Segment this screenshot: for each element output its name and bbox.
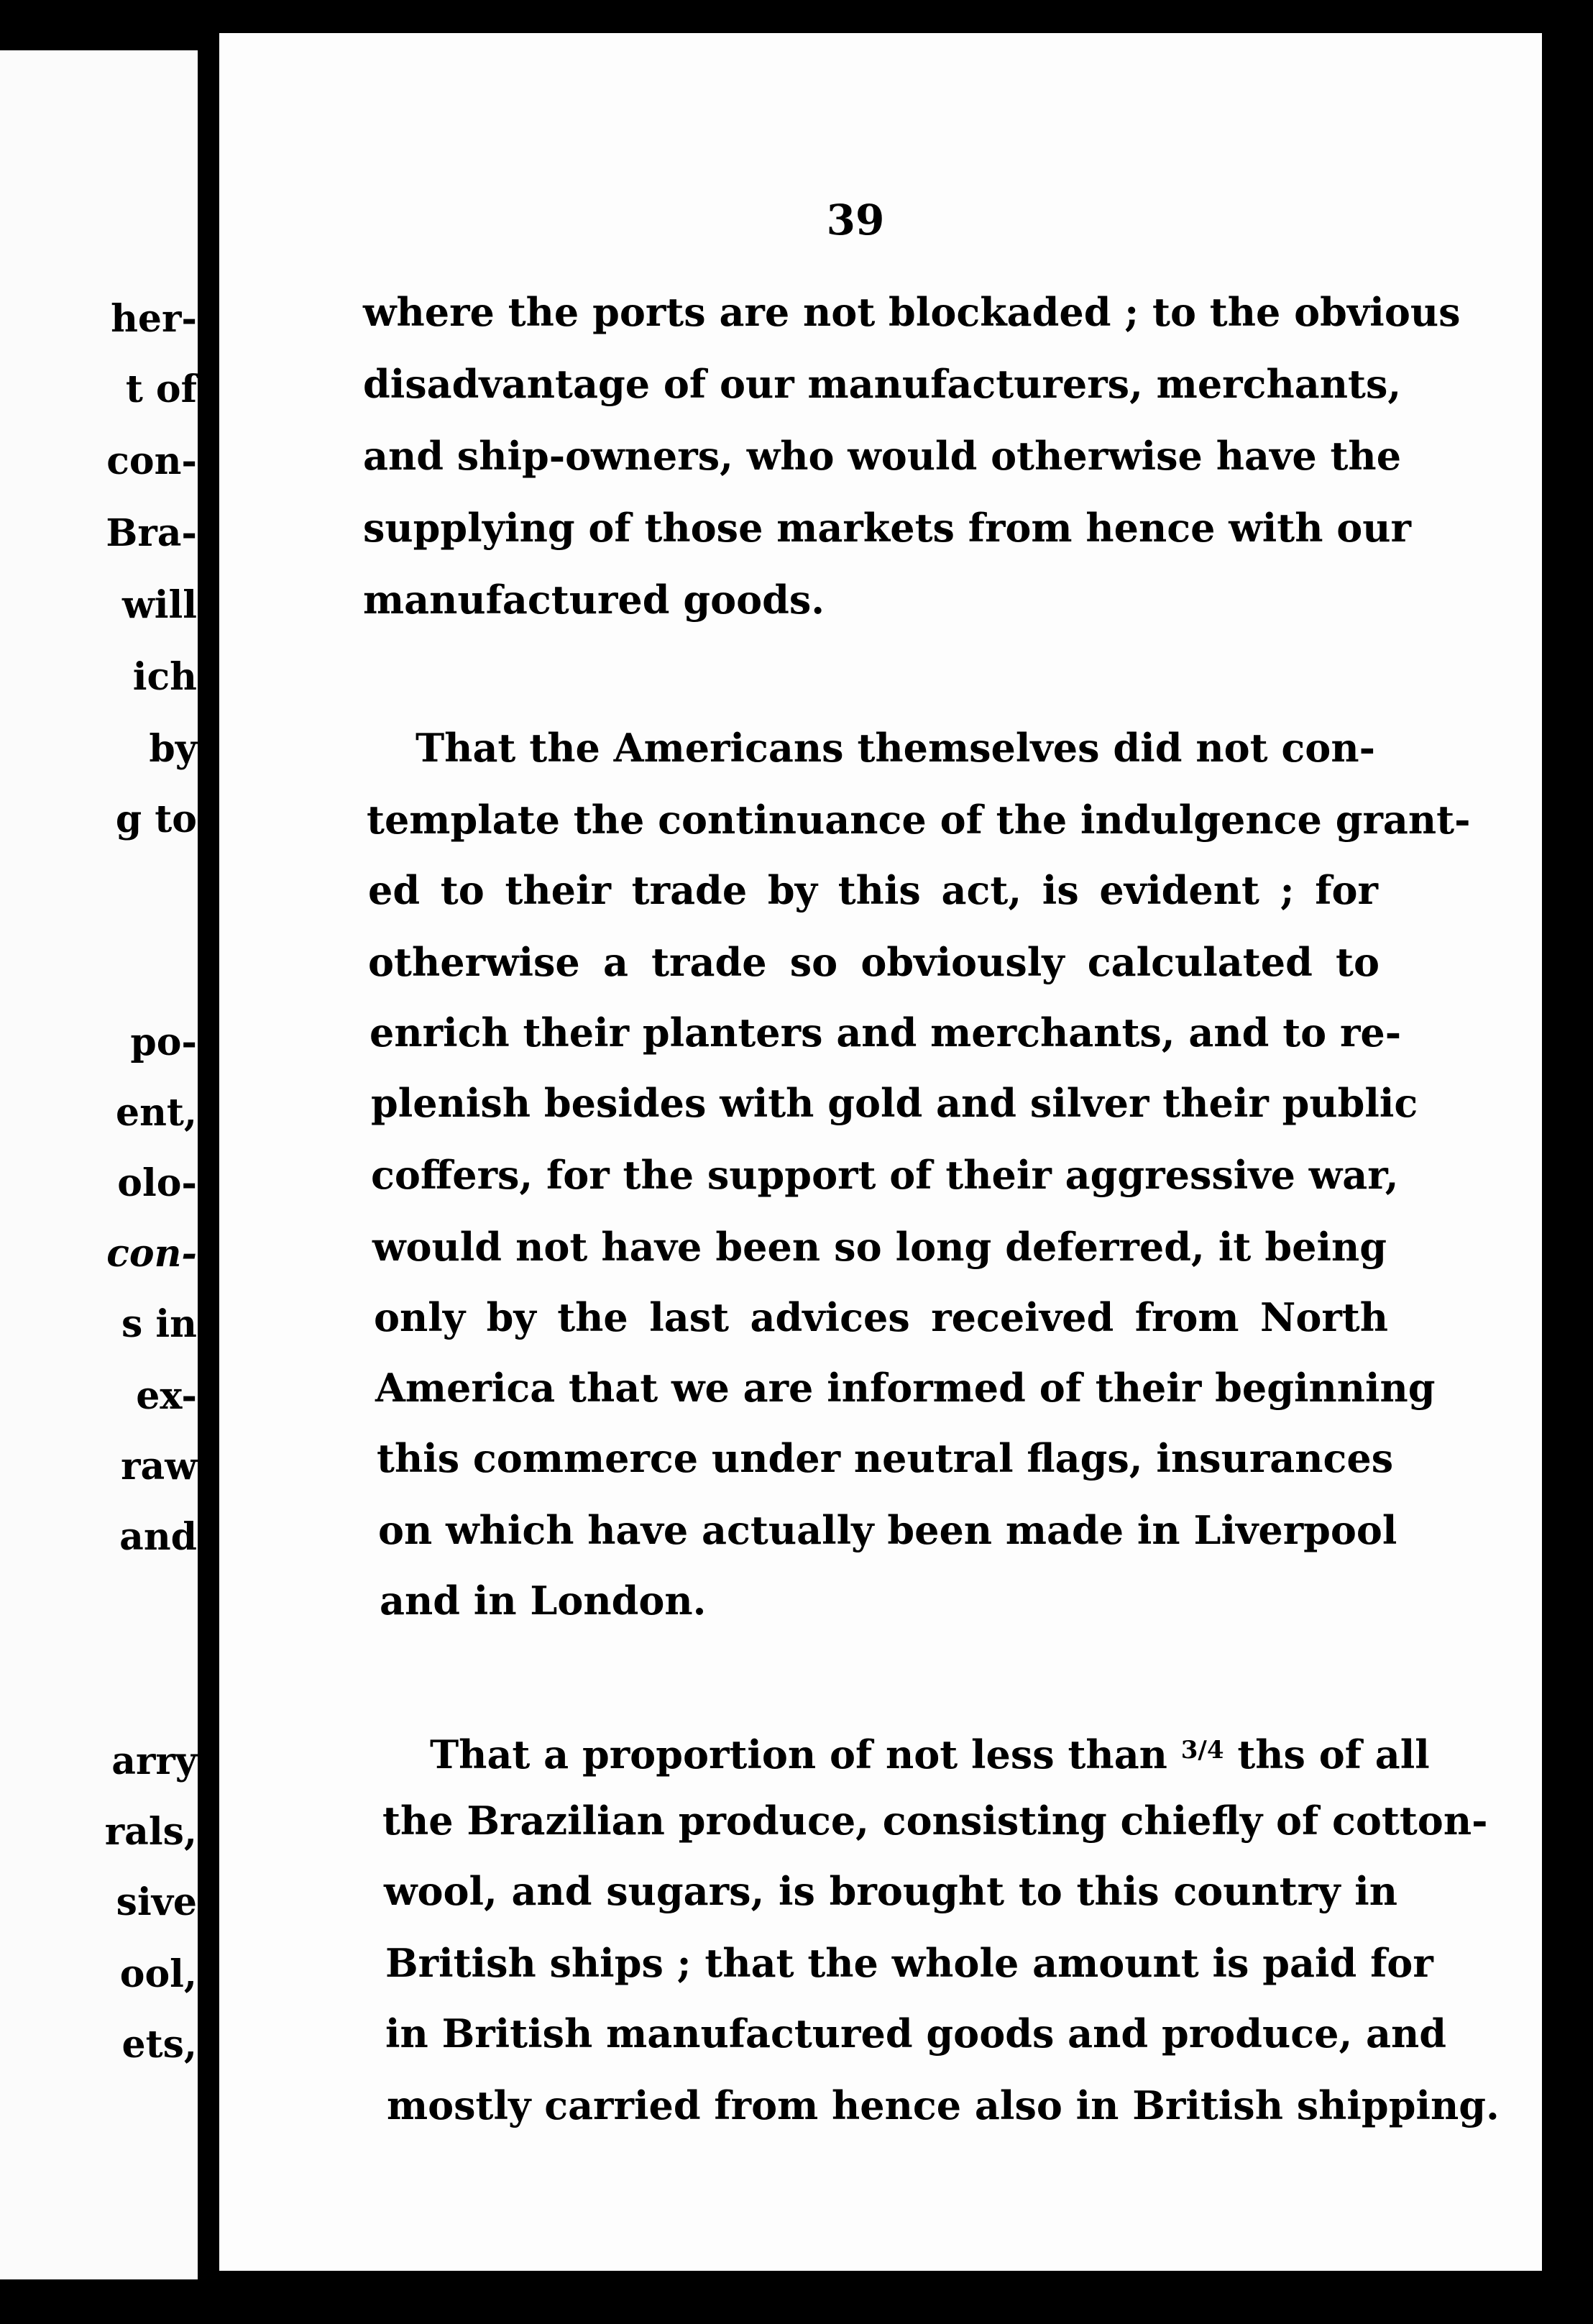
facing-page-fragment: arry [111,1739,197,1783]
paragraph-1-line: manufactured goods. [363,577,825,623]
facing-page-fragment: will [121,583,197,627]
paragraph-2-line: and in London. [380,1578,707,1624]
paragraph-3-text: That a proportion of not less than [430,1731,1167,1778]
paragraph-1-line: where the ports are not blockaded ; to the obvious [363,289,1461,335]
paragraph-2-line: only by the last advices received from North [374,1294,1388,1340]
paragraph-1-line: disadvantage of our manufacturers, merchants, [363,361,1402,407]
paragraph-2-line: America that we are informed of their beginning [375,1365,1436,1411]
paragraph-2-line: template the continuance of the indulgence grant- [367,797,1471,843]
paragraph-3-line [430,1729,1430,1778]
paragraph-1-line: and ship-owners, who would otherwise have the [363,433,1402,479]
paragraph-3-line: in British manufactured goods and produce, and [385,2010,1447,2057]
facing-page-fragment: ets, [121,2023,197,2067]
facing-page-fragment: po- [130,1020,197,1064]
paragraph-2-line: enrich their planters and merchants, and to re- [369,1010,1402,1056]
paragraph-2-line: otherwise a trade so obviously calculated to [368,939,1379,985]
facing-page-fragment: her- [111,297,197,341]
paragraph-2-line: coffers, for the support of their aggressive war, [371,1152,1399,1198]
facing-page-fragment: and [119,1515,197,1559]
facing-page-fragment: con- [106,439,197,483]
paragraph-2-line: That the Americans themselves did not con- [416,725,1375,771]
page-number: 39 [826,196,885,244]
binding-mark [1560,1165,1580,1215]
facing-page-fragment: ool, [119,1952,197,1996]
facing-page-fragment: ich [132,655,197,699]
facing-page-fragment: olo- [117,1161,197,1205]
facing-page-fragment: t of [125,367,197,411]
paragraph-2-line: plenish besides with gold and silver their public [371,1080,1418,1126]
paragraph-3-line: wool, and sugars, is brought to this country in [384,1868,1397,1914]
facing-page-fragment: ent, [115,1091,197,1135]
book-gutter [198,0,219,2324]
paragraph-3-line: British ships ; that the whole amount is paid for [385,1940,1433,1986]
paragraph-2-line: on which have actually been made in Liverpool [378,1507,1397,1553]
facing-page-fragment: sive [116,1880,197,1924]
paragraph-2-line: would not have been so long deferred, it being [372,1224,1387,1270]
facing-page-fragment: rals, [104,1810,197,1854]
facing-page-fragment: con- [106,1232,197,1276]
paragraph-1-line: supplying of those markets from hence with our [363,505,1411,551]
facing-page-fragment: g to [115,797,197,841]
facing-page-fragment: by [149,727,197,771]
facing-page-fragment: s in [121,1302,197,1346]
paragraph-2-line: this commerce under neutral flags, insurances [377,1435,1394,1481]
facing-page-fragment: Bra- [106,511,197,555]
page-edge-right [1542,0,1593,2324]
fraction-three-quarters: 3/4 [1180,1736,1224,1765]
paragraph-3-line: the Brazilian produce, consisting chiefly of cotton- [382,1798,1488,1844]
paragraph-3-text: ths of all [1237,1731,1430,1778]
paragraph-3-line: mostly carried from hence also in British shipping. [387,2082,1500,2128]
paragraph-2-line: ed to their trade by this act, is evident ; for [368,867,1378,913]
facing-page-fragment: ex- [136,1374,197,1418]
facing-page-fragment: raw [121,1445,197,1488]
